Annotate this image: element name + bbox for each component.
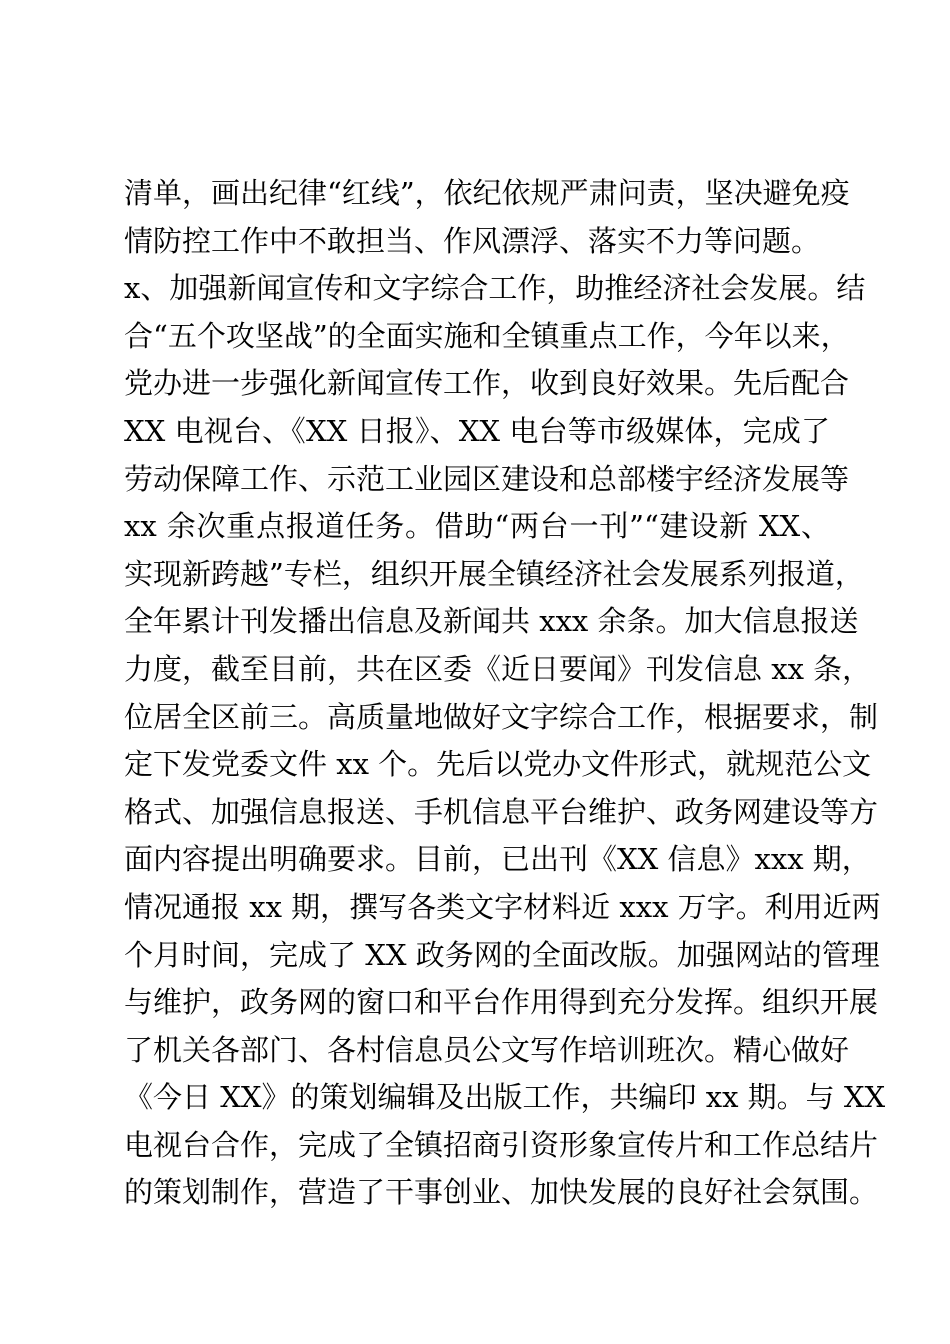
paragraph-line: 面内容提出明确要求。目前，已出刊《XX 信息》xxx 期， — [124, 842, 871, 877]
paragraph-line: 个月时间，完成了 XX 政务网的全面改版。加强网站的管理 — [124, 937, 880, 972]
paragraph-line: 情防控工作中不敢担当、作风漂浮、落实不力等问题。 — [124, 223, 821, 258]
paragraph-line: 格式、加强信息报送、手机信息平台维护、政务网建设等方 — [124, 794, 879, 829]
paragraph-2 — [124, 265, 886, 1217]
paragraph-line: 力度，截至目前，共在区委《近日要闻》刊发信息 xx 条， — [124, 651, 872, 686]
paragraph-line: 《今日 XX》的策划编辑及出版工作，共编印 xx 期。与 XX — [124, 1080, 886, 1115]
paragraph-line: 实现新跨越”专栏，组织开展全镇经济社会发展系列报道， — [124, 556, 864, 591]
paragraph-line: 的策划制作，营造了干事创业、加快发展的良好社会氛围。 — [124, 1175, 879, 1210]
paragraph-line: 电视台合作，完成了全镇招商引资形象宣传片和工作总结片 — [124, 1127, 879, 1162]
paragraph-line: 情况通报 xx 期，撰写各类文字材料近 xxx 万字。利用近两 — [124, 889, 881, 924]
paragraph-line: 与维护，政务网的窗口和平台作用得到充分发挥。组织开展 — [124, 985, 879, 1020]
paragraph-line: xx 余次重点报道任务。借助“两台一刊”“建设新 XX、 — [124, 509, 830, 544]
paragraph-line: 位居全区前三。高质量地做好文字综合工作，根据要求，制 — [124, 699, 879, 734]
paragraph-line: 劳动保障工作、示范工业园区建设和总部楼宇经济发展等 — [124, 461, 850, 496]
paragraph-line: 定下发党委文件 xx 个。先后以党办文件形式，就规范公文 — [124, 747, 872, 782]
paragraph-1 — [124, 170, 850, 265]
paragraph-line: x、加强新闻宣传和文字综合工作，助推经济社会发展。结 — [124, 271, 866, 306]
paragraph-line: 全年累计刊发播出信息及新闻共 xxx 余条。加大信息报送 — [124, 604, 859, 639]
paragraph-line: 清单，画出纪律“红线”，依纪依规严肃问责，坚决避免疫 — [124, 176, 850, 210]
paragraph-line: 了机关各部门、各村信息员公文写作培训班次。精心做好 — [124, 1032, 850, 1067]
paragraph-line: XX 电视台、《XX 日报》、XX 电台等市级媒体，完成了 — [124, 413, 830, 448]
paragraph-line: 合“五个攻坚战”的全面实施和全镇重点工作，今年以来， — [124, 318, 850, 353]
paragraph-line: 党办进一步强化新闻宣传工作，收到良好效果。先后配合 — [124, 366, 850, 401]
document-body — [124, 170, 886, 1217]
